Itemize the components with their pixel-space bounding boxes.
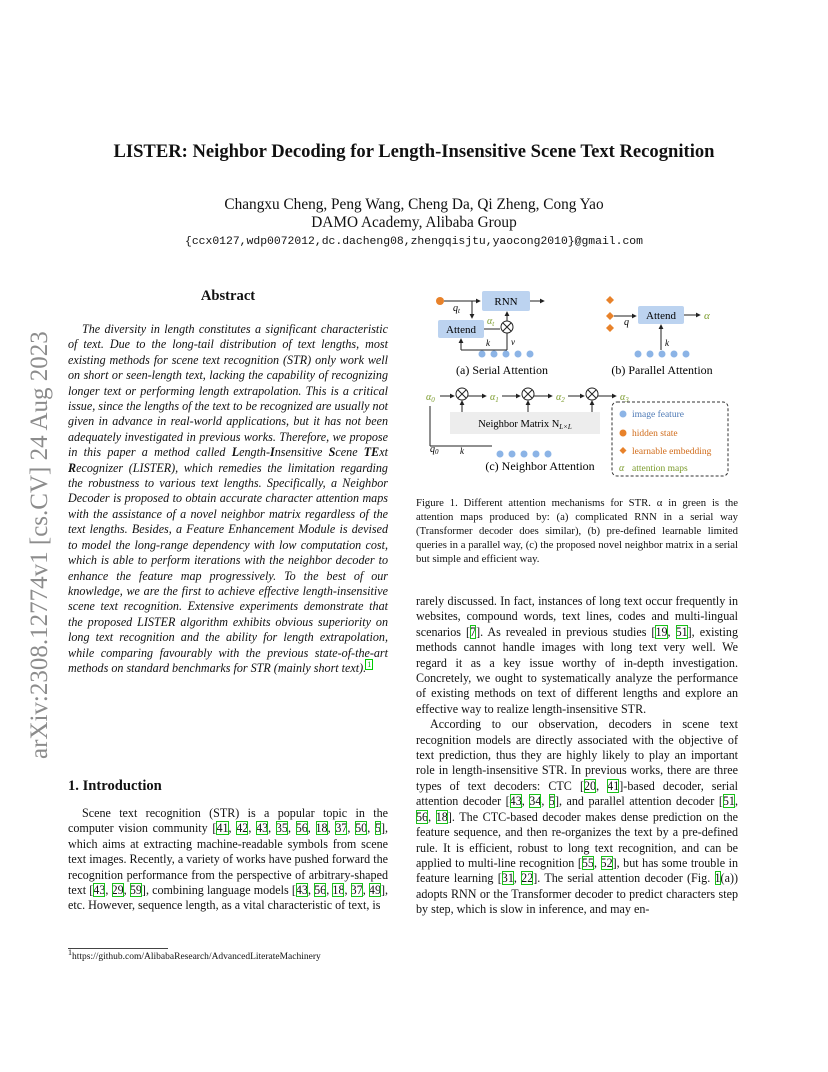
legend-learnable-embedding: learnable embedding xyxy=(632,447,712,457)
v-label: v xyxy=(511,337,515,347)
q0-label: $q_0$ xyxy=(430,444,439,456)
serial-attention-panel xyxy=(436,291,548,377)
abstract-body-part2: , which remedies the limitation regarding the robustness to various text lengths. Specifically, a Neighbor Decoder is proposed to obtain accurate character attention maps with the assistance of a novel neighbor matrix regardless of the text lengths. Besides, a Feature Enhancement Module is devised to model the long-range dependency with low computation cost, which is able to perform iterations with the neighbor decoder to enhance the feature map progressively. To the best of our knowledge, we are the first to achieve effective length-insensitive scene text recognition. Extensive experiments demonstrate that the proposed LISTER algorithm exhibits obvious superiority on long text recognition and the ability for length extrapolation, while comparing favourably with the previous state-of-the-art methods on standard benchmarks for STR (mainly short text). xyxy=(68,460,388,675)
footnote-rule xyxy=(68,948,168,949)
author-list: Changxu Cheng, Peng Wang, Cheng Da, Qi Zheng, Cong Yao xyxy=(224,196,604,213)
introduction-heading: 1. Introduction xyxy=(68,778,162,794)
figure-1-caption: Figure 1. Different attention mechanisms for STR. α in green is the attention maps produced by: (a) complicated RNN in a serial way (Transformer decoder does similar), (b) pre-defined learnable limited queries in a parallel way, (c) the proposed novel neighbor matrix in a serial but simple and efficient way. xyxy=(416,497,738,565)
legend-attention-maps: attention maps xyxy=(632,464,688,474)
attend-label-a: Attend xyxy=(446,324,476,336)
footnote xyxy=(68,947,388,962)
legend-hidden-state: hidden state xyxy=(632,429,678,439)
k-label-a: k xyxy=(486,338,490,348)
alpha-0-label: $\alpha_0$ xyxy=(426,392,435,404)
image-feature-dots-c xyxy=(497,451,552,458)
alpha-2-label: $\alpha_2$ xyxy=(556,392,565,404)
introduction-body: Scene text recognition (STR) is a popular topic in the computer vision community [41, 42, 43, 35, 56, 18, 37, 50, 5], which aims at extracting machine-readable symbols from scene text images. Recently, a variety of works have pushed forward the recognition performance from the perspective of arbitrary-shaped text [43, 29, 59], combining language models [43, 56, 18, 37, 49], etc. However, sequence length, as a vital characteristic of text, is xyxy=(68,806,389,913)
legend-alpha-symbol: α xyxy=(619,463,625,474)
arxiv-id-text: arXiv:2308.12774v1 [cs.CV] 24 Aug 2023 xyxy=(26,331,53,759)
image-feature-dots-b xyxy=(635,351,690,358)
abstract-body-part1: The diversity in length constitutes a significant characteristic of text. Due to the long-tail distribution of text lengths, most existing methods for scene text recognition (STR) only work well on short or seen-length text, lacking the capability of recognizing longer text or performing length extrapolation. This is a critical issue, since the lengths of the text to be recognized are usually not given in advance in real-world applications, but it has not been adequately investigated in previous works. Therefore, we propose in this paper a method called xyxy=(68,322,388,460)
footnote-url[interactable]: https://github.com/AlibabaResearch/AdvancedLiterateMachinery xyxy=(72,952,321,962)
k-label-c: k xyxy=(460,446,464,456)
paragraph-continued: rarely discussed. In fact, instances of long text occur frequently in websites, compound words, text lines, codes and multi-lingual scenarios [7]. As revealed in previous studies [19, 51], existing methods cannot handle images with long text very well. We regard it as a key issue worthy of in-depth investigation. Concretely, we ought to systematically analyze the performance of existing methods on text of different lengths and explore an effective way to realize length-insensitive STR. xyxy=(416,594,738,716)
method-name: Length-Insensitive Scene TExt Recognizer (LISTER) xyxy=(68,445,388,475)
k-label-b: k xyxy=(665,338,669,348)
alpha-3-label: $\alpha_3$ xyxy=(620,392,629,404)
abstract-body xyxy=(68,322,388,676)
subfigure-b-caption: (b) Parallel Attention xyxy=(611,363,713,377)
right-column-body xyxy=(416,594,738,918)
q-t-label: $q_t$ xyxy=(453,303,460,315)
footnote-number: 1 xyxy=(68,947,72,957)
abstract-heading: Abstract xyxy=(200,288,256,304)
neighbor-attention-panel xyxy=(426,388,629,473)
alpha-label-b: α xyxy=(704,310,710,322)
paragraph-decoders: According to our observation, decoders in scene text recognition models are directly associated with the objective of text prediction, thus they are highly likely to play an important role in length-insensitive STR. In previous works, there are three types of text decoders: CTC [20, 41]-based decoder, serial attention decoder [43, 34, 5], and parallel attention decoder [51, 56, 18]. The CTC-based decoder makes dense prediction on the feature sequence, and then re-organizes the text by a pre-defined rule. It is efficient, robust to long text recognition, and can be applied to multi-line recognition [55, 52], but has some trouble in feature learning [31, 22]. The serial attention decoder (Fig. 1(a)) adopts RNN or the Transformer decoder to predict characters step by step, which is slow in inference, and may en- xyxy=(416,717,739,917)
alpha-t-label: $\alpha_t$ xyxy=(487,316,495,328)
subfigure-c-caption: (c) Neighbor Attention xyxy=(485,459,595,473)
attend-label-b: Attend xyxy=(646,310,676,322)
alpha-1-label: $\alpha_1$ xyxy=(490,392,499,404)
subfigure-a-caption: (a) Serial Attention xyxy=(456,363,548,377)
learnable-embedding-diamonds xyxy=(606,296,614,332)
affiliation: DAMO Academy, Alibaba Group xyxy=(311,214,517,231)
figure-1-diagram xyxy=(416,288,738,480)
hidden-state-dot xyxy=(436,297,444,305)
author-emails: {ccx0127,wdp0072012,dc.dacheng08,zhengqisjtu,yaocong2010}@gmail.com xyxy=(185,236,643,248)
figure-legend xyxy=(612,402,728,476)
footnote-link[interactable]: 1 xyxy=(367,659,372,669)
neighbor-matrix-label: Neighbor Matrix NL×L xyxy=(478,419,572,431)
parallel-attention-panel xyxy=(606,296,713,377)
rnn-label: RNN xyxy=(494,296,518,308)
legend-image-feature: image feature xyxy=(632,410,684,420)
paper-title: LISTER: Neighbor Decoding for Length-Insensitive Scene Text Recognition xyxy=(113,141,715,162)
image-feature-dots-a xyxy=(479,351,534,358)
arxiv-side-identifier xyxy=(17,285,57,765)
q-label-b: q xyxy=(624,317,629,328)
